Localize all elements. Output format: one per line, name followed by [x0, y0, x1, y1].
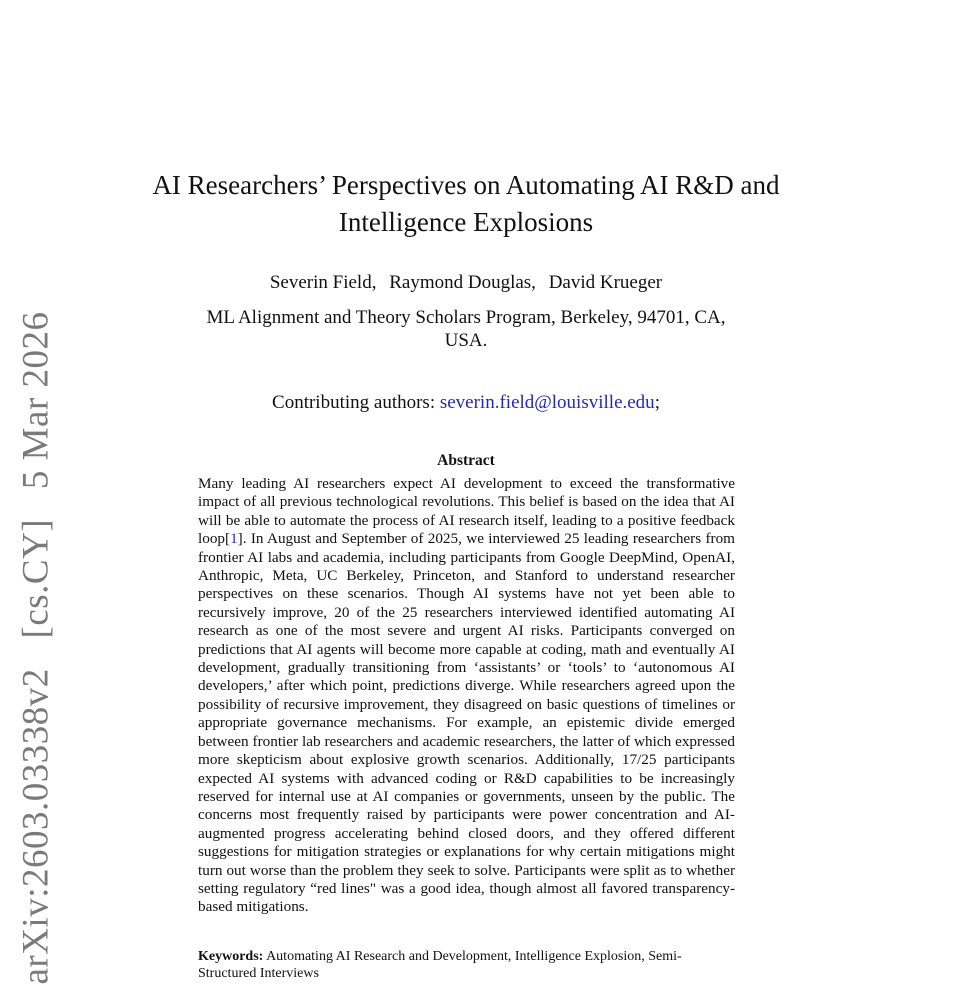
abstract-text-part-2: ]. In August and September of 2025, we interviewed 25 leading researchers from frontier AI labs and academia, including participants from Google DeepMind, OpenAI, Anthropic, Meta, UC Berkeley, Princeton, and Stanford to understand researcher perspectives on these scenarios. Though AI systems have not yet been able to recursively improve, 20 of the 25 researchers interviewed identified automating AI research as one of the most severe and urgent AI risks. Participants converged on predictions that AI agents will become more capable at coding, math and eventually AI development, gradually transitioning from ‘assistants’ or ‘tools’ to ‘autonomous AI developers,’ after which point, predictions diverge. While researchers agreed upon the possibility of recursive improvement, they disagreed on basic questions of timelines or appropriate governance mechanisms. For example, an epistemic divide emerged between frontier lab researchers and academic researchers, the latter of which expressed more skepticism about explosive growth scenarios. Additionally, 17/25 participants expected AI systems with advanced coding or R&D capabilities to be increasingly reserved for internal use at AI companies or governments, unseen by the public. The concerns most frequently raised by participants were power concentration and AI-augmented progress accelerating behind closed doors, and they offered different suggestions for mitigation strategies or explanations for why certain mitigations might turn out worse than the problem they seek to solve. Participants were split as to whether setting regulatory “red lines" was a good idea, though almost all favored transparency-based mitigations. — [198, 530, 735, 916]
contributing-authors — [140, 391, 792, 415]
arxiv-category: [cs.CY] — [15, 518, 57, 639]
keywords-label: Keywords: — [198, 949, 264, 964]
author-email-link[interactable]: severin.field@louisville.edu — [439, 392, 655, 413]
arxiv-id: arXiv:2603.03338v2 — [15, 668, 57, 985]
keywords-text: Automating AI Research and Development, Intelligence Explosion, Semi-Structured Interviews — [198, 949, 682, 981]
affiliation: ML Alignment and Theory Scholars Program, Berkeley, 94701, CA, USA. — [206, 307, 726, 351]
contributing-label: Contributing authors: — [272, 392, 436, 413]
arxiv-date: 5 Mar 2026 — [15, 311, 57, 490]
arxiv-identifier — [15, 311, 58, 984]
author-3: David Krueger — [548, 272, 663, 293]
abstract-text-part-1: Many leading AI researchers expect AI development to exceed the transformative impact of all previous technological revolutions. This belief is based on the idea that AI will be able to automate the process of AI research itself, leading to a positive feedback loop[ — [198, 475, 735, 548]
abstract-heading: Abstract — [437, 452, 495, 469]
contributing-suffix: ; — [654, 392, 660, 413]
paper-title: AI Researchers’ Perspectives on Automating AI R&D and Intelligence Explosions — [152, 170, 780, 237]
author-2: Raymond Douglas, — [389, 272, 536, 293]
author-1: Severin Field, — [269, 272, 377, 293]
citation-link[interactable]: 1 — [230, 530, 238, 548]
author-list — [140, 271, 792, 295]
abstract-text — [198, 475, 735, 917]
